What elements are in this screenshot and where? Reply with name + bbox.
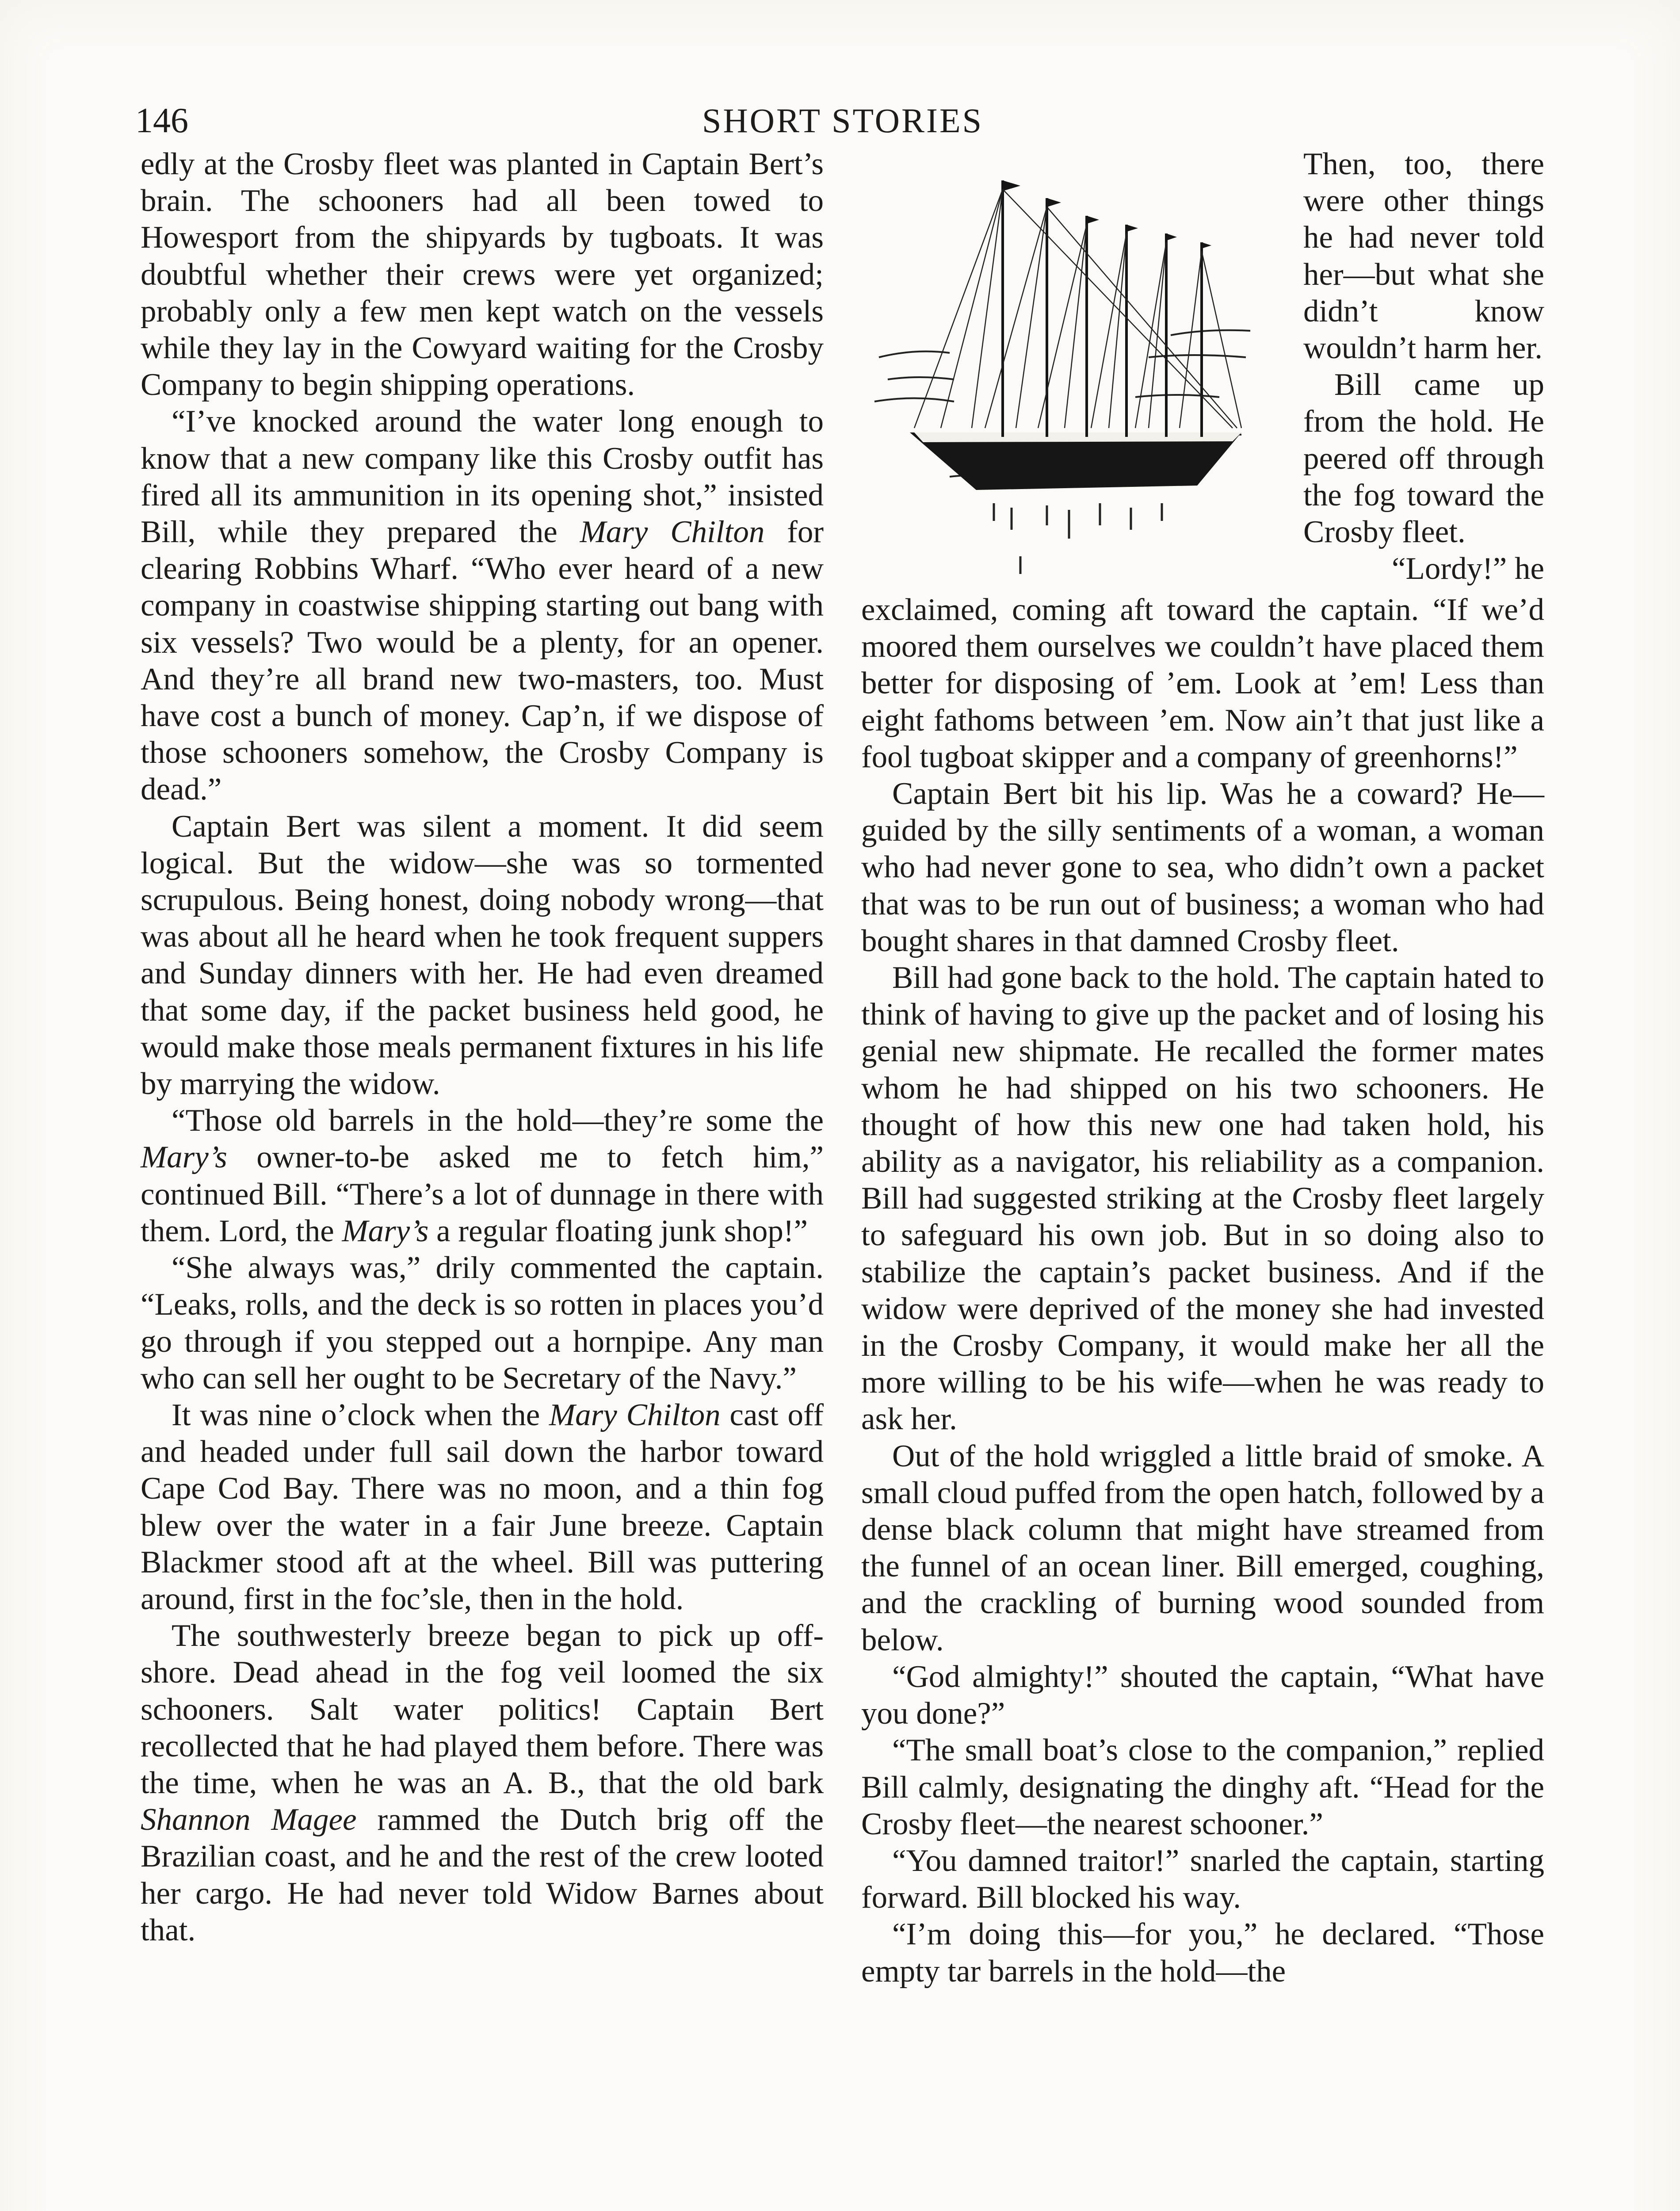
right-paragraph: “The small boat’s close to the companion,” replied Bill calmly, designating the dinghy aft. “Head for the Crosby fleet—the nearest schooner.”: [861, 1733, 1544, 1841]
left-paragraph: The southwesterly breeze began to pick up off-shore. Dead ahead in the fog veil loomed the six schooners. Salt water politics! Captain Bert recollected that he had played them before. There was the time, when he was an A. B., that the old bark Shannon Magee rammed the Dutch brig off the Brazilian coast, and he and the rest of the crew looted her cargo. He had never told Widow Barnes about that.: [141, 1618, 824, 1947]
right-paragraph: “You damned traitor!” snarled the captain, starting forward. Bill blocked his way.: [861, 1843, 1544, 1915]
right-paragraph: “God almighty!” shouted the captain, “What have you done?”: [861, 1659, 1544, 1731]
right-paragraph: Out of the hold wriggled a little braid of smoke. A small cloud puffed from the open hatch, followed by a dense black column that might have streamed from the funnel of an ocean liner. Bill emerged, coughing, and the crackling of burning wood sounded from below.: [861, 1438, 1544, 1657]
left-paragraph: “I’ve knocked around the water long enough to know that a new company like this Crosby outfit has fired all its ammunition in its opening shot,” insisted Bill, while they prepared the Mary Chilton for clearing Robbins Wharf. “Who ever heard of a new company in coastwise shipping starting out bang with six vessels? Two would be a plenty, for an opener. And they’re all brand new two-masters, too. Must have cost a bunch of money. Cap’n, if we dispose of those schooners somehow, the Crosby Company is dead.”: [141, 404, 824, 807]
left-paragraph: It was nine o’clock when the Mary Chilton cast off and headed under full sail down the harbor toward Cape Cod Bay. There was no moon, and a thin fog blew over the water in a fair June breeze. Captain Blackmer stood aft at the wheel. Bill was puttering around, first in the foc’sle, then in the hold.: [141, 1397, 824, 1616]
left-paragraph: “She always was,” drily commented the captain. “Leaks, rolls, and the deck is so rotten in places you’d go through if you stepped out a hornpipe. Any man who can sell her ought to be Secretary of the Navy.”: [141, 1251, 824, 1396]
right-column: [861, 146, 1544, 1990]
schooner-icon: [861, 149, 1294, 592]
right-column-paragraphs: [861, 776, 1544, 1990]
wrap-paragraph-2: Bill came up from the hold. He peered off through the fog toward the Crosby fleet.: [1303, 367, 1544, 550]
wrap-paragraph-1: Then, too, there were other things he had never told her—but what she didn’t know wouldn’t harm her.: [1303, 147, 1544, 366]
page-header: [135, 96, 1550, 145]
running-head: SHORT STORIES: [702, 101, 984, 140]
right-paragraph: Captain Bert bit his lip. Was he a coward? He—guided by the silly sentiments of a woman, a woman who had never gone to sea, who didn’t own a packet that was to be run out of business; a woman who had bought shares in that damned Crosby fleet.: [861, 777, 1544, 958]
right-paragraph: Bill had gone back to the hold. The captain hated to think of having to give up the packet and of losing his genial new shipmate. He recalled the former mates whom he had shipped on his two schooners. He thought of how this new one had taken hold, his ability as a navigator, his reliability as a companion. Bill had suggested striking at the Crosby fleet largely to safeguard his own job. But in so doing also to stabilize the captain’s packet business. And if the widow were deprived of the money she had invested in the Crosby Company, it would make her all the more willing to be his wife—when he was ready to ask her.: [861, 960, 1544, 1437]
right-paragraph: “I’m doing this—for you,” he declared. “Those empty tar barrels in the hold—the: [861, 1917, 1544, 1989]
schooner-fleet-illustration: [861, 149, 1294, 592]
after-wrap-paragraph: exclaimed, coming aft toward the captain. “If we’d moored them ourselves we couldn’t have placed them better for disposing of ’em. Look at ’em! Less than eight fathoms between ’em. Now ain’t that just like a fool tugboat skipper and a company of greenhorns!”: [861, 593, 1544, 774]
left-column: [141, 146, 824, 1949]
left-paragraph: “Those old barrels in the hold—they’re some the Mary’s owner-to-be asked me to fetch him,” continued Bill. “There’s a lot of dunnage in there with them. Lord, the Mary’s a regular floating junk shop!”: [141, 1103, 824, 1248]
page-number: 146: [135, 101, 188, 140]
left-paragraph: Captain Bert was silent a moment. It did seem logical. But the widow—she was so tormented scrupulous. Being honest, doing nobody wrong—that was about all he heard when he took frequent suppers and Sunday dinners with her. He had even dreamed that some day, if the packet business held good, he would make those meals permanent fixtures in his life by marrying the widow.: [141, 809, 824, 1102]
left-paragraph: edly at the Crosby fleet was planted in Captain Bert’s brain. The schooners had all been towed to Howesport from the shipyards by tugboats. It was doubtful whether their crews were yet organized; probably only a few men kept watch on the vessels while they lay in the Cowyard waiting for the Crosby Company to begin shipping operations.: [141, 147, 824, 402]
wrap-paragraph-3: “Lordy!” he: [1392, 551, 1544, 586]
